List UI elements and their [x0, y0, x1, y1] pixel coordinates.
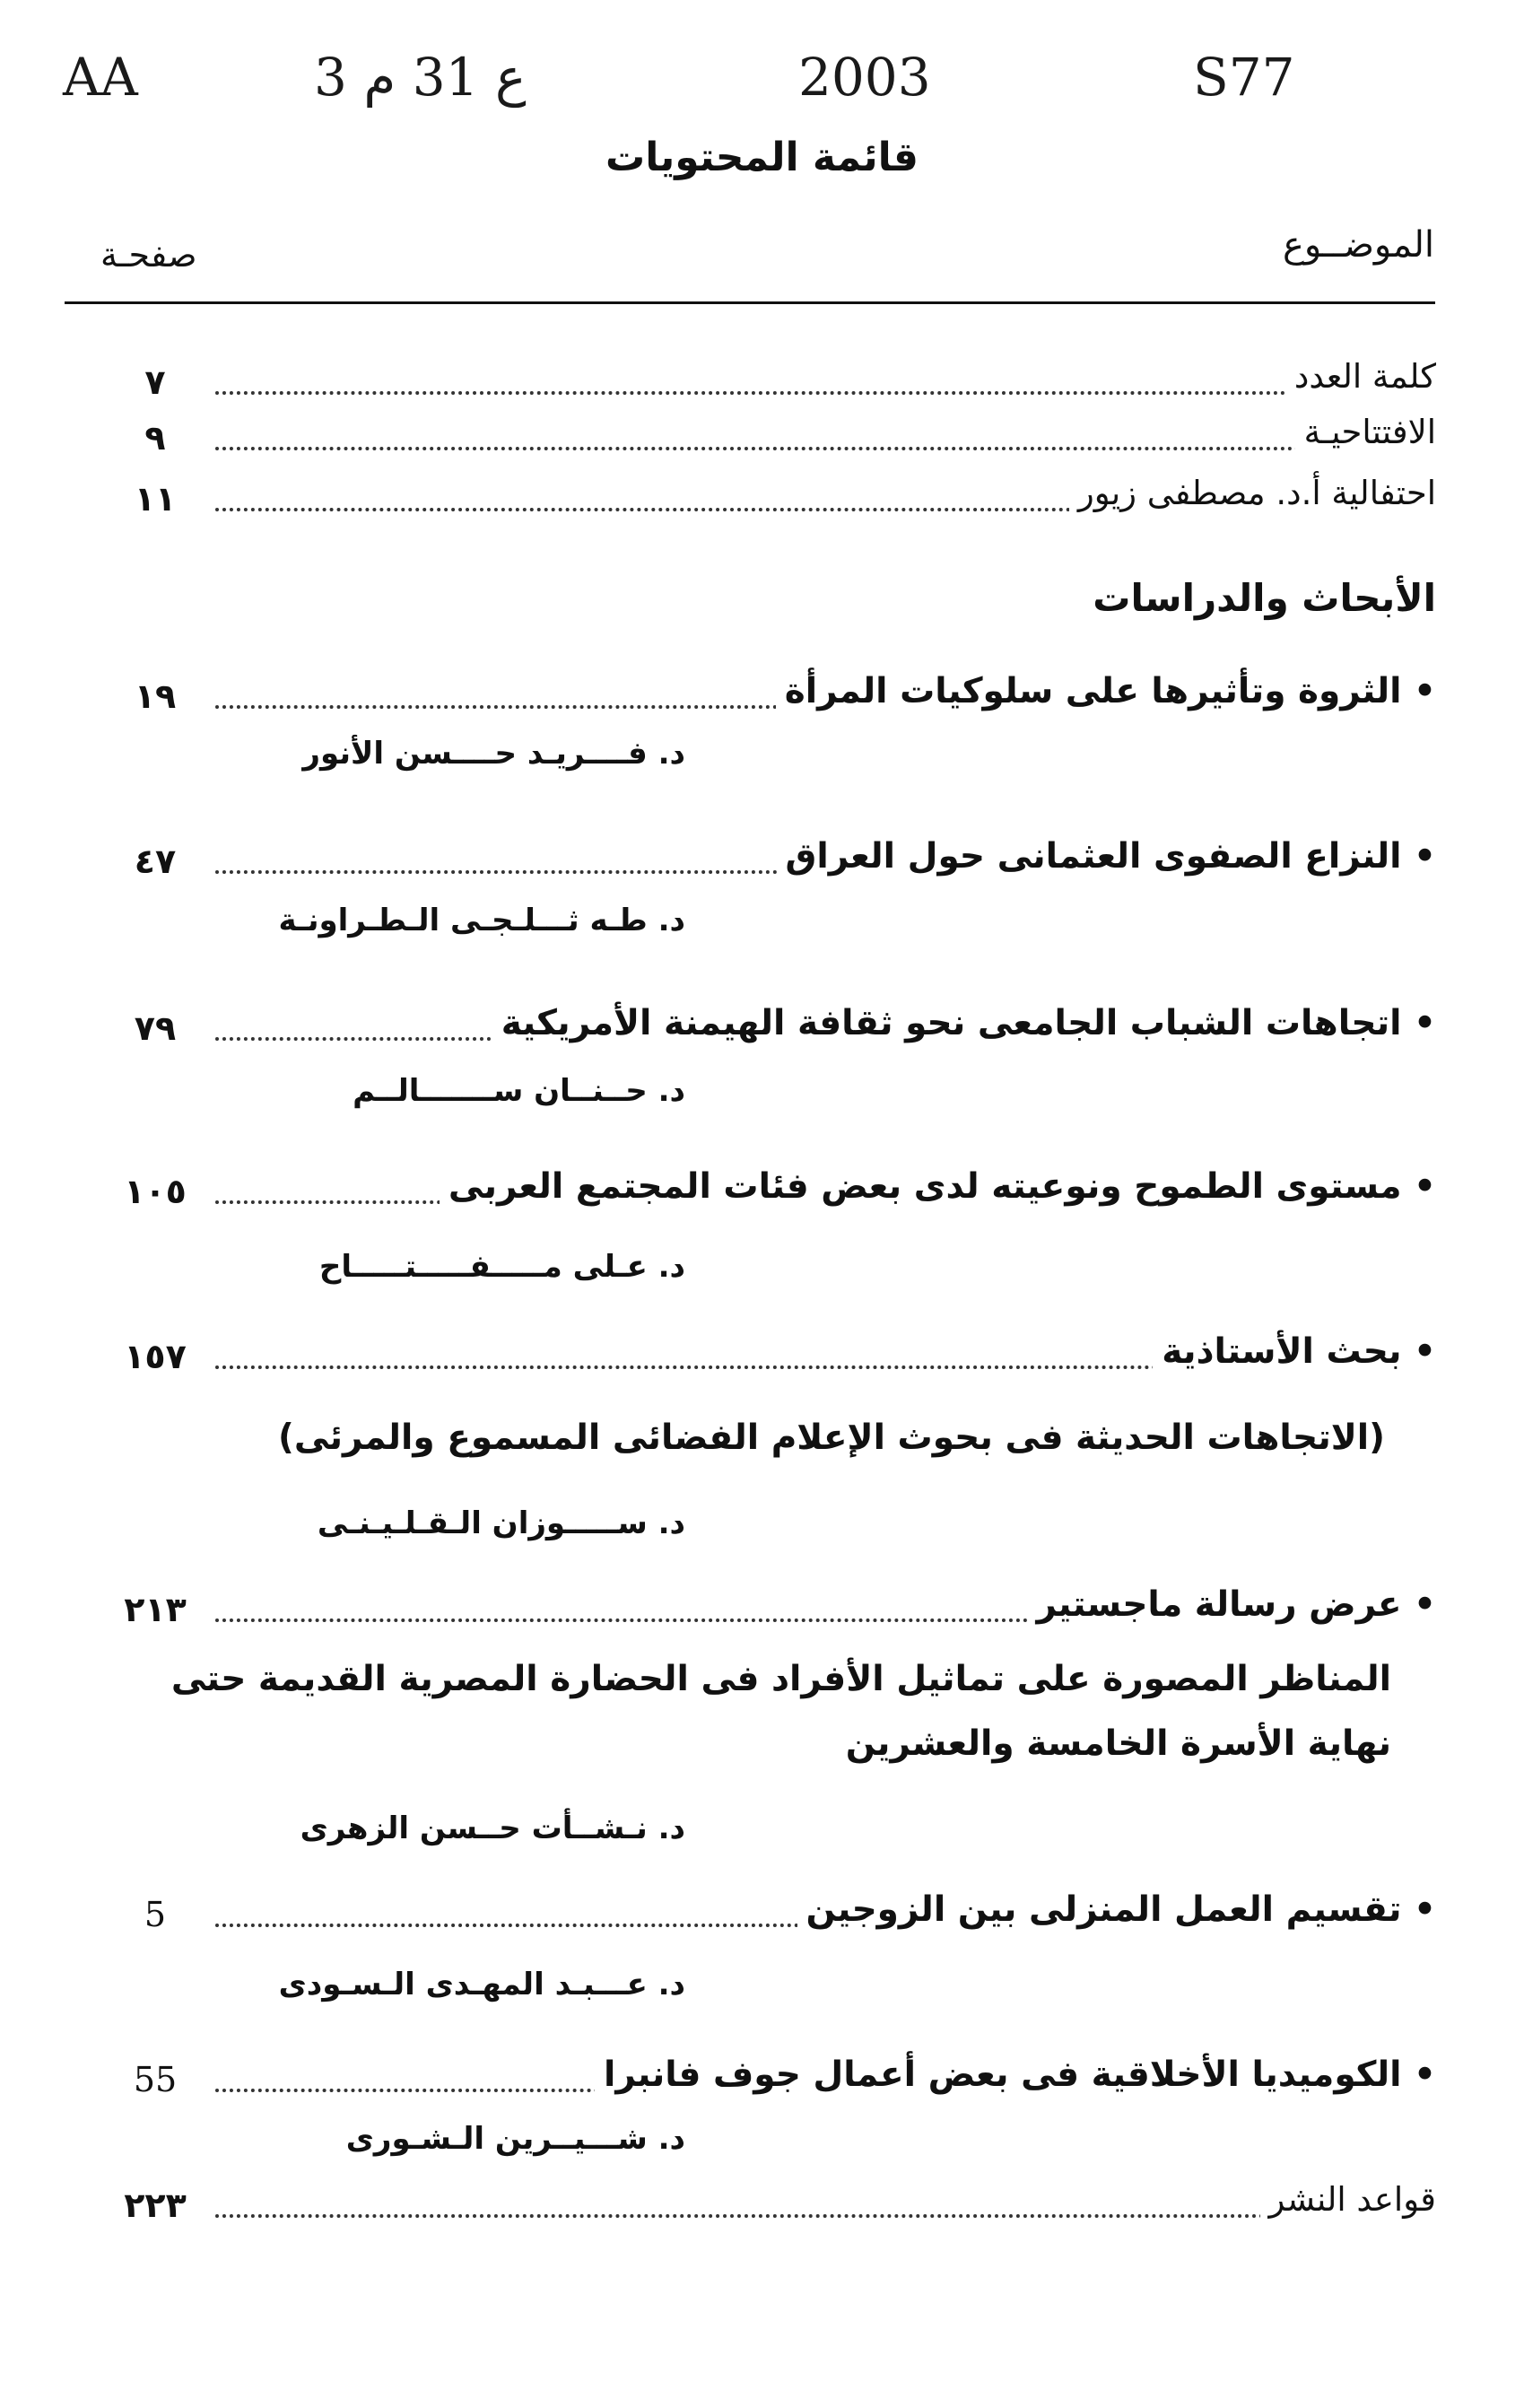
toc-row-page: ٢٢٣ [124, 2186, 187, 2225]
toc-row[interactable] [0, 413, 1524, 467]
toc-row-title: احتفالية أ.د. مصطفى زيور [1069, 474, 1436, 512]
entry-author: د. طـه ثـــلـجـى الـطـراونـة [278, 903, 685, 938]
toc-row-title: • مستوى الطموح ونوعيته لدى بعض فئات المجتمع العربى [440, 1166, 1436, 1207]
toc-row[interactable] [0, 1331, 1524, 1385]
entry-author: د. شـــيــرين الـشـورى [345, 2121, 685, 2157]
entry-author: د. عـــبـد المهـدى الـسـودى [278, 1967, 685, 2002]
section-heading: الأبحاث والدراسات [1093, 576, 1436, 620]
toc-row[interactable] [0, 836, 1524, 890]
toc-row[interactable] [0, 1584, 1524, 1638]
toc-row-page: ١١ [134, 479, 177, 519]
toc-row-title: • الكوميديا الأخلاقية فى بعض أعمال جوف فانبرا [595, 2055, 1436, 2095]
header-rule [65, 301, 1435, 304]
toc-row-title: الافتتاحيـة [1295, 413, 1436, 451]
toc-row-title: • تقسيم العمل المنزلى بين الزوجين [797, 1889, 1436, 1930]
toc-row-title: كلمة العدد [1285, 357, 1436, 396]
toc-row[interactable] [0, 671, 1524, 725]
toc-row-title: • النزاع الصفوى العثمانى حول العراق [777, 836, 1437, 877]
entry-author: د. نـشــأت حــسن الزهرى [300, 1810, 685, 1846]
handwritten-note-2: 3 ع 31 م [314, 47, 527, 108]
toc-row-page: 55 [133, 2060, 178, 2099]
toc-row[interactable] [0, 1889, 1524, 1943]
toc-row-page: ٢١٣ [124, 1590, 187, 1629]
column-header-page: صفحـة [100, 235, 197, 275]
toc-row-page: ٩ [144, 418, 166, 458]
column-header-topic: الموضــوع [1282, 224, 1434, 266]
toc-row-title: • اتجاهات الشباب الجامعى نحو ثقافة الهيمنة الأمريكية [492, 1003, 1436, 1043]
entry-author: د. عـلى مـــــفـــــتـــــاح [318, 1249, 685, 1285]
entry-author: د. حــنــان ســـــــالــم [353, 1073, 685, 1109]
toc-row[interactable] [0, 2055, 1524, 2108]
toc-row[interactable] [0, 1003, 1524, 1057]
handwritten-year: 2003 [798, 47, 931, 108]
entry-description: المناظر المصورة على تماثيل الأفراد فى الحضارة المصرية القديمة حتى نهاية الأسرة الخامسة والعشرين [170, 1659, 1391, 1764]
toc-row-title: قواعد النشر [1260, 2180, 1436, 2219]
toc-row-page: ١٩ [134, 676, 177, 716]
toc-row-page: ٧ [144, 362, 166, 402]
toc-row[interactable] [0, 357, 1524, 411]
toc-row[interactable] [0, 2180, 1524, 2234]
toc-row-page: 5 [144, 1895, 167, 1934]
dot-leader [215, 447, 1436, 450]
handwritten-code: S77 [1193, 47, 1295, 108]
toc-row-title: • بحث الأستاذية [1153, 1331, 1436, 1372]
toc-row-title: • عرض رسالة ماجستير [1028, 1584, 1436, 1625]
dot-leader [215, 2214, 1436, 2218]
toc-row-title: • الثروة وتأثيرها على سلوكيات المرأة [776, 671, 1436, 711]
toc-row-page: ١٥٧ [124, 1337, 187, 1376]
page-title: قائمة المحتويات [605, 135, 919, 180]
toc-row[interactable] [0, 474, 1524, 528]
handwritten-note-1: AA [63, 47, 138, 108]
entry-author: د. ســـــوزان الـقـلـيـنـى [317, 1505, 685, 1541]
entry-author: د. فــــريـد حــــسن الأنور [302, 736, 685, 772]
toc-row-page: ٤٧ [134, 842, 177, 881]
toc-row[interactable] [0, 1166, 1524, 1220]
toc-row-page: ١٠٥ [124, 1172, 187, 1211]
dot-leader [215, 391, 1436, 395]
entry-subtitle: (الاتجاهات الحديثة فى بحوث الإعلام الفضائى المسموع والمرئى) [278, 1418, 1385, 1458]
toc-row-page: ٧٩ [134, 1008, 177, 1048]
